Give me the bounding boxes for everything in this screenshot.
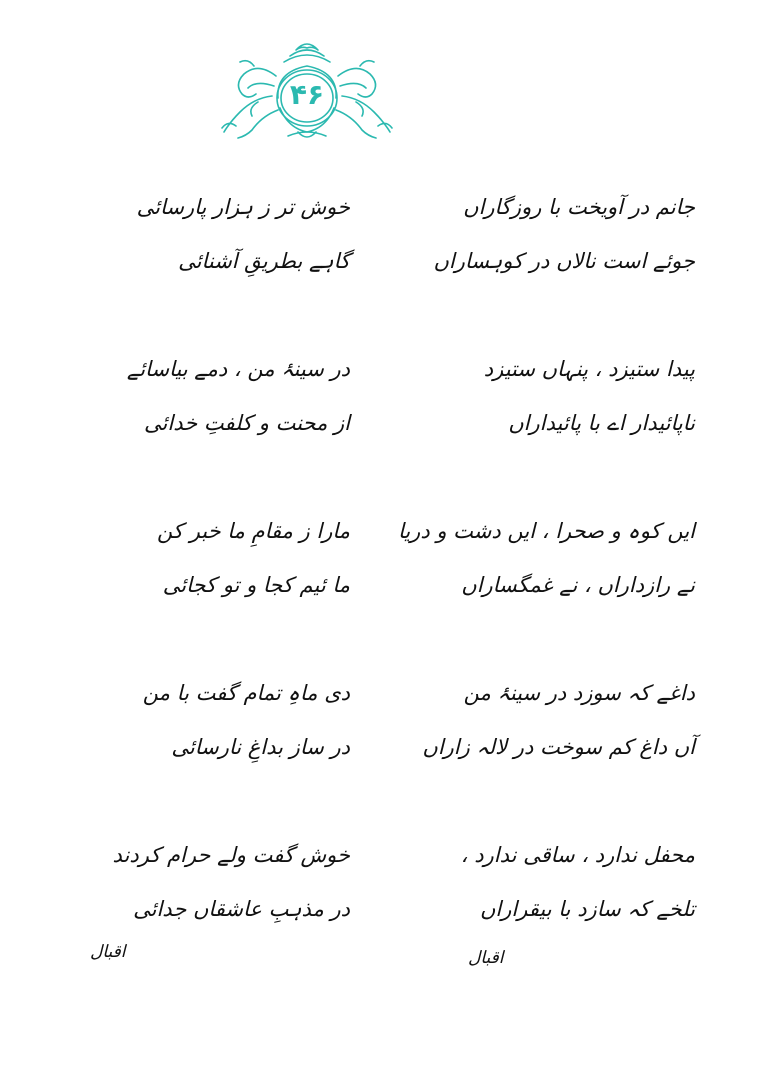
left-hemistich: در ساز بداغِ نارسائی — [171, 735, 350, 759]
couplet-line — [60, 725, 710, 779]
signature-left: اقبال — [90, 942, 126, 962]
couplet-line — [60, 185, 710, 239]
couplet-line — [60, 671, 710, 725]
left-hemistich: خوش گفت ولے حرام کردند — [112, 843, 350, 867]
right-hemistich: محفل ندارد ، ساقی ندارد ، — [460, 843, 695, 867]
couplet-line — [60, 887, 710, 941]
left-hemistich: دی ماہِ تمام گفت با من — [142, 681, 350, 705]
right-hemistich: ایں کوہ و صحرا ، ایں دشت و دریا — [397, 519, 695, 543]
stanza — [60, 347, 710, 509]
signature-right: اقبال — [468, 948, 504, 968]
stanza — [60, 185, 710, 347]
stanza — [60, 671, 710, 833]
stanza — [60, 509, 710, 671]
couplet-line — [60, 401, 710, 455]
left-hemistich: گاہے بطریقِ آشنائی — [178, 249, 350, 273]
right-hemistich: جانم در آویخت با روزگاراں — [463, 195, 695, 219]
right-hemistich: نے رازداراں ، نے غمگساراں — [461, 573, 695, 597]
left-hemistich: از محنت و کلفتِ خدائی — [144, 411, 350, 435]
right-hemistich: تلخے کہ سازد با بیقراراں — [479, 897, 695, 921]
stanza — [60, 833, 710, 995]
page-number: ۴۶ — [289, 77, 325, 111]
right-hemistich: پیدا ستیزد ، پنہاں ستیزد — [483, 357, 695, 381]
left-hemistich: مارا ز مقامِ ما خبر کن — [157, 519, 350, 543]
left-hemistich: ما ئیم کجا و تو کجائی — [162, 573, 350, 597]
poem — [60, 185, 710, 995]
right-hemistich: ناپائیدار اے با پائیداراں — [508, 411, 695, 435]
couplet-line — [60, 347, 710, 401]
right-hemistich: داغے کہ سوزد در سینۂ من — [463, 681, 695, 705]
left-hemistich: در مذہبِ عاشقاں جدائی — [133, 897, 350, 921]
couplet-line — [60, 833, 710, 887]
couplet-line — [60, 563, 710, 617]
signature-line — [60, 941, 710, 995]
page-number-ornament — [218, 36, 396, 142]
couplet-line — [60, 239, 710, 293]
couplet-line — [60, 509, 710, 563]
right-hemistich: آں داغ کم سوخت در لالہ زاراں — [422, 735, 695, 759]
right-hemistich: جوئے است نالاں در کوہساراں — [433, 249, 695, 273]
left-hemistich: در سینۂ من ، دمے بیاسائے — [126, 357, 350, 381]
left-hemistich: خوش تر ز ہزار پارسائی — [136, 195, 350, 219]
